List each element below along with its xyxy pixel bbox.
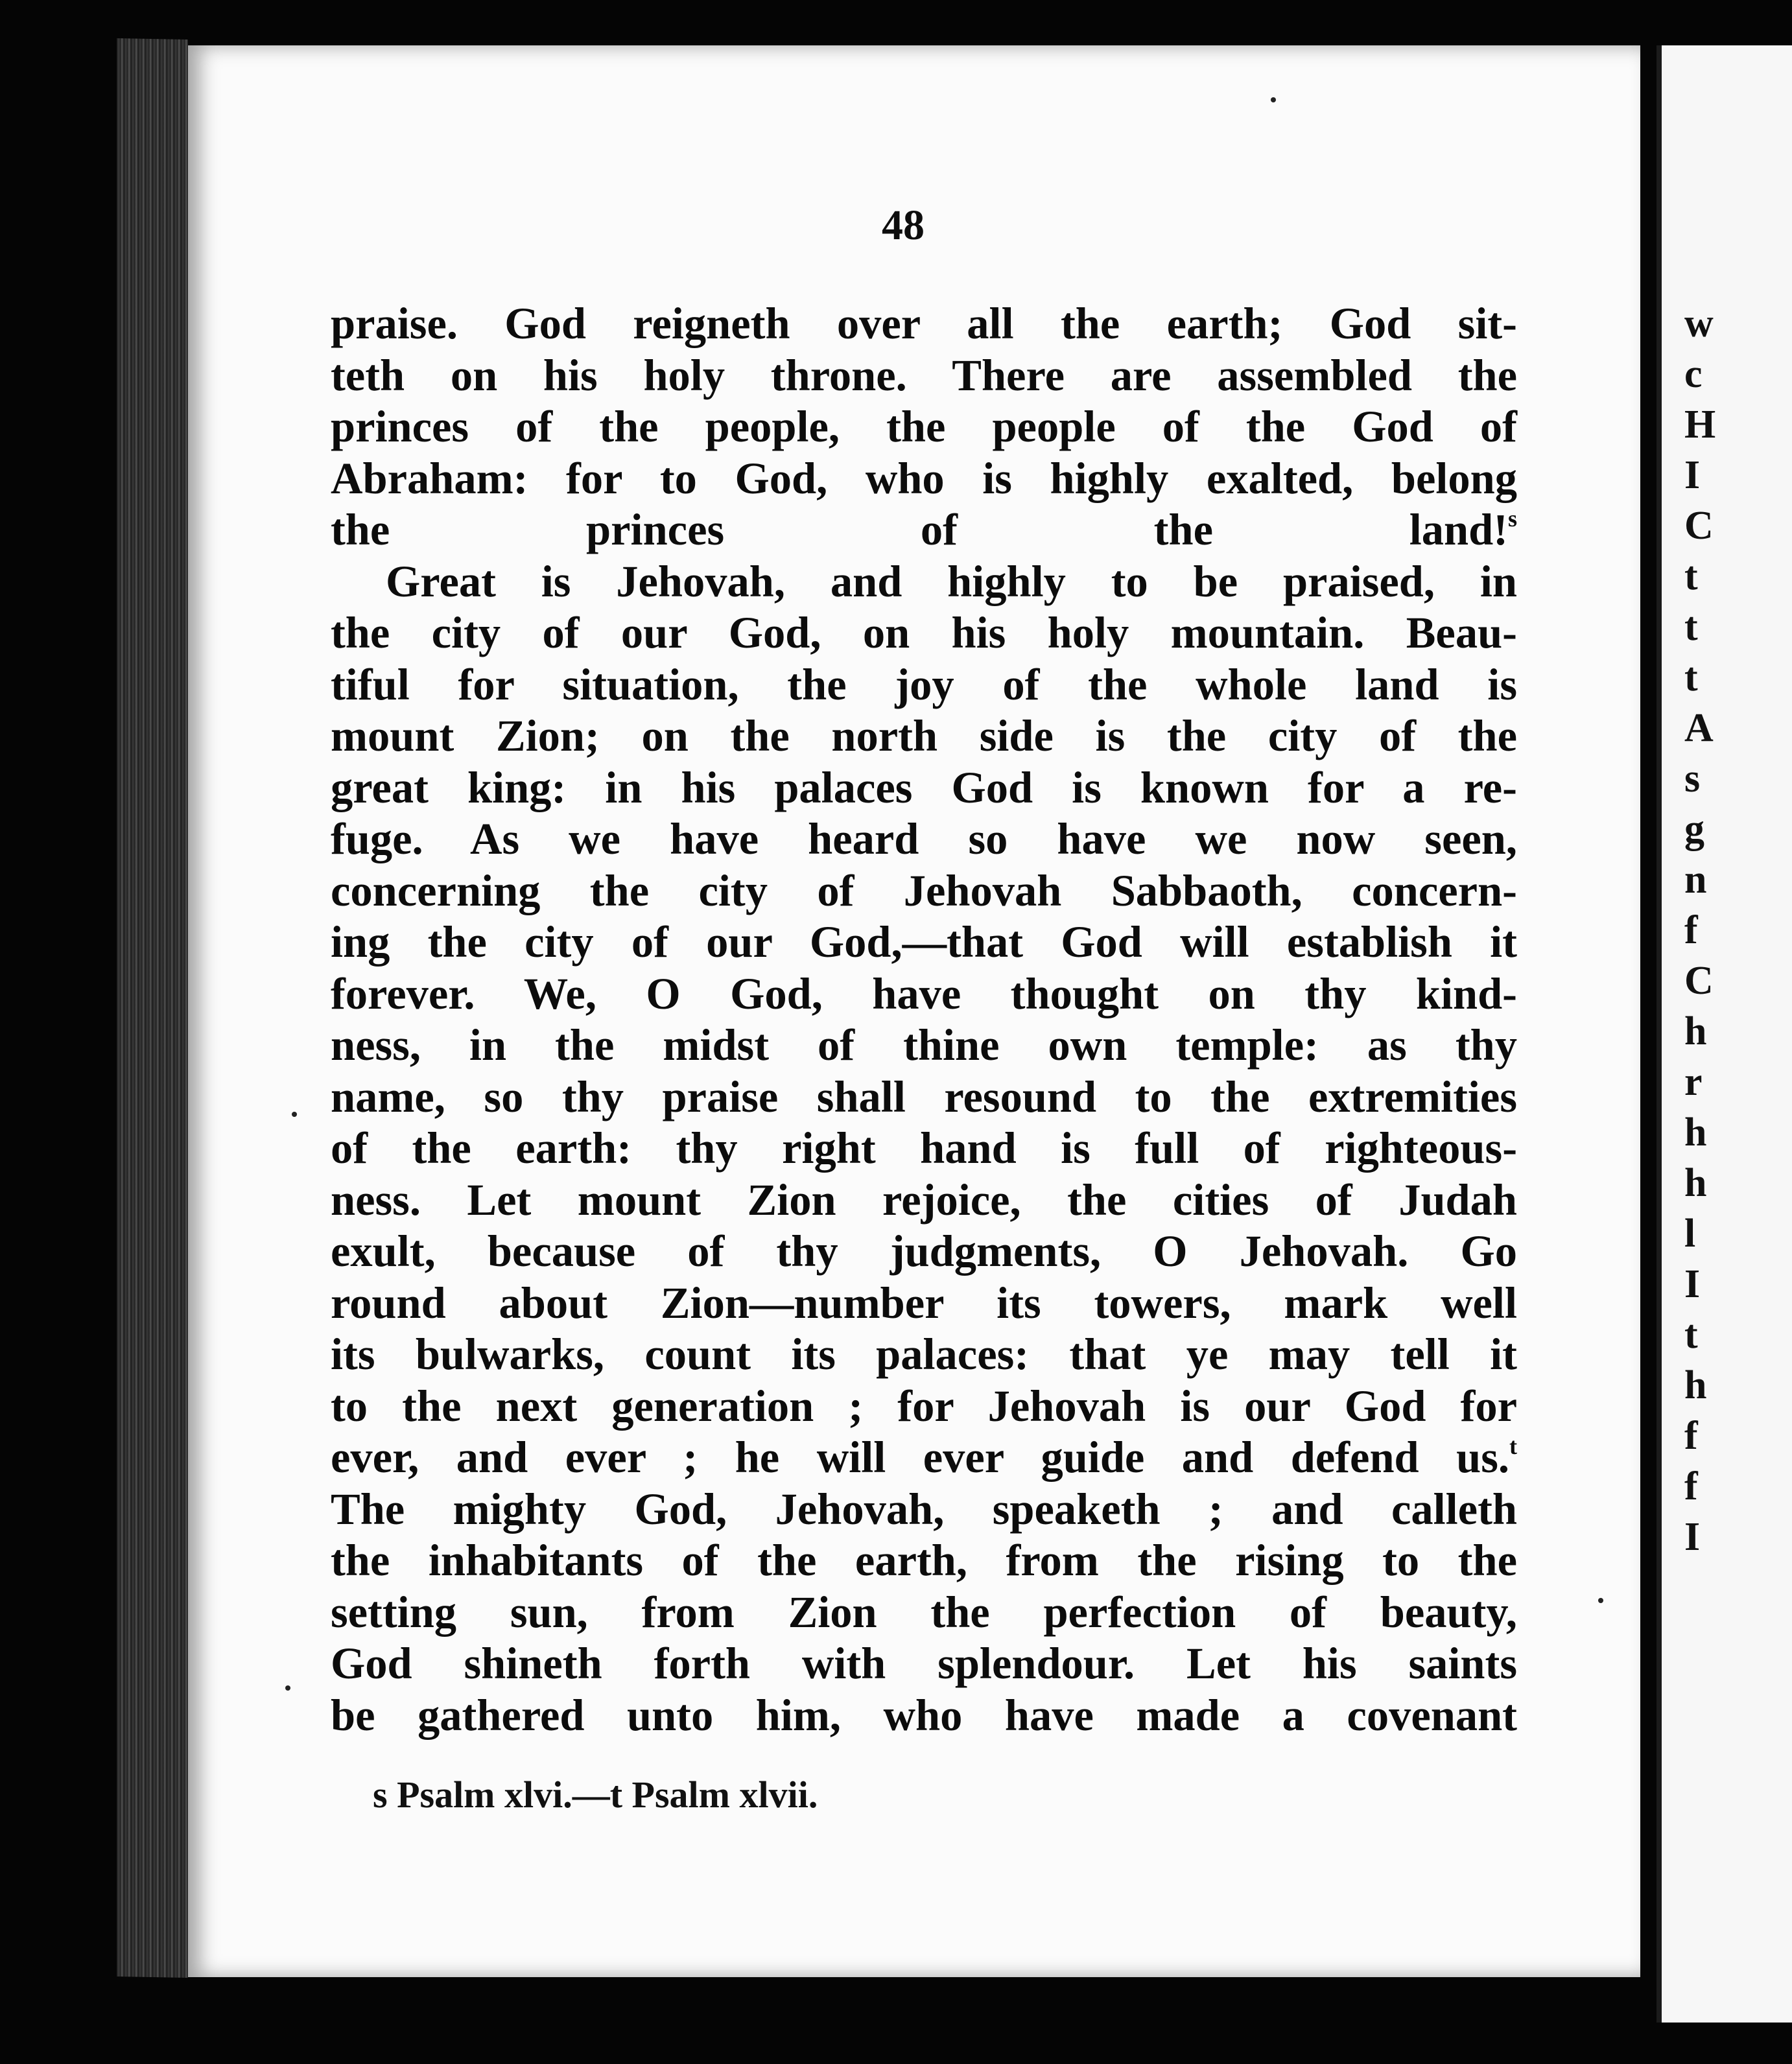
text-line-content: exult, because of thy judgments, O Jehovah. Go — [331, 1226, 1517, 1276]
text-line-content: its bulwarks, count its palaces: that ye may tell it — [331, 1330, 1517, 1379]
text-line — [331, 917, 1517, 968]
text-line-content: of the earth: thy right hand is full of righteous- — [331, 1123, 1517, 1173]
text-line-content: ever, and ever ; he will ever guide and defend us. — [331, 1433, 1509, 1482]
text-line — [331, 350, 1517, 402]
page-number: 48 — [882, 202, 925, 249]
text-line — [331, 1638, 1517, 1690]
text-line — [331, 1587, 1517, 1639]
text-line-content: round about Zion—number its towers, mark well — [331, 1278, 1517, 1328]
text-line-content: be gathered unto him, who have made a covenant — [331, 1690, 1517, 1740]
book-page-edge — [117, 38, 188, 1978]
text-line — [331, 401, 1517, 453]
text-line-content: The mighty God, Jehovah, speaketh ; and calleth — [331, 1484, 1517, 1534]
text-line — [331, 1535, 1517, 1587]
text-line-content: the city of our God, on his holy mountain. Beau- — [331, 608, 1517, 657]
footnote-marker: s — [1507, 506, 1517, 532]
text-line-content: great king: in his palaces God is known for a re- — [331, 762, 1517, 812]
text-line — [331, 453, 1517, 505]
text-line-content: Great is Jehovah, and highly to be praised, in — [386, 556, 1517, 606]
text-line — [331, 556, 1517, 608]
text-line-content: to the next generation ; for Jehovah is our God for — [331, 1381, 1517, 1431]
page-body-text — [331, 298, 1517, 1741]
text-line — [331, 1690, 1517, 1742]
text-line-content: princes of the people, the people of the God of — [331, 402, 1517, 451]
text-line-content: ing the city of our God,—that God will establish it — [331, 917, 1517, 967]
text-line-content: the inhabitants of the earth, from the rising to the — [331, 1536, 1517, 1585]
text-line-content: forever. We, O God, have thought on thy kind- — [331, 968, 1517, 1018]
text-line — [331, 1175, 1517, 1226]
text-line-content: setting sun, from Zion the perfection of beauty, — [331, 1587, 1517, 1637]
ink-speck — [1271, 97, 1276, 102]
text-line — [331, 710, 1517, 762]
text-line-content: mount Zion; on the north side is the city of the — [331, 711, 1517, 760]
text-line-content: tiful for situation, the joy of the whole land is — [331, 659, 1517, 709]
text-line-content: Abraham: for to God, who is highly exalted, belong — [331, 453, 1517, 503]
text-line — [331, 814, 1517, 865]
footnote-marker: t — [1509, 1433, 1517, 1459]
ink-speck — [285, 1685, 290, 1691]
text-line — [331, 1072, 1517, 1123]
text-line — [331, 607, 1517, 659]
text-line — [331, 968, 1517, 1020]
ink-speck — [1598, 1598, 1603, 1603]
text-line — [331, 1020, 1517, 1072]
text-line — [331, 1226, 1517, 1278]
text-line — [331, 298, 1517, 350]
text-line-content: praise. God reigneth over all the earth; God sit- — [331, 299, 1517, 348]
text-line-content: name, so thy praise shall resound to the extremities — [331, 1072, 1517, 1121]
text-line — [331, 1381, 1517, 1433]
text-line-content: teth on his holy throne. There are assembled the — [331, 350, 1517, 400]
text-line-content: fuge. As we have heard so have we now seen, — [331, 814, 1517, 863]
text-line — [331, 504, 1517, 556]
text-line-content: the princes of the land! — [331, 505, 1508, 554]
right-page-sliver — [1656, 45, 1792, 2023]
text-line-content: ness. Let mount Zion rejoice, the cities of Judah — [331, 1175, 1517, 1225]
text-line — [331, 865, 1517, 917]
text-line — [331, 762, 1517, 814]
text-line-content: concerning the city of Jehovah Sabbaoth, concern- — [331, 865, 1517, 915]
text-line — [331, 1432, 1517, 1484]
right-page-text-fragment: w c H I C t t t A s g n f C h r h h l I t h f f I — [1684, 301, 1716, 1559]
ink-speck — [292, 1112, 297, 1117]
text-line-content: God shineth forth with splendour. Let his saints — [331, 1639, 1517, 1688]
text-line — [331, 1484, 1517, 1536]
text-line — [331, 1123, 1517, 1175]
footnote: s Psalm xlvi.—t Psalm xlvii. — [373, 1774, 818, 1816]
text-line — [331, 1278, 1517, 1330]
text-line-content: ness, in the midst of thine own temple: as thy — [331, 1020, 1517, 1070]
text-line — [331, 1329, 1517, 1381]
text-line — [331, 659, 1517, 711]
